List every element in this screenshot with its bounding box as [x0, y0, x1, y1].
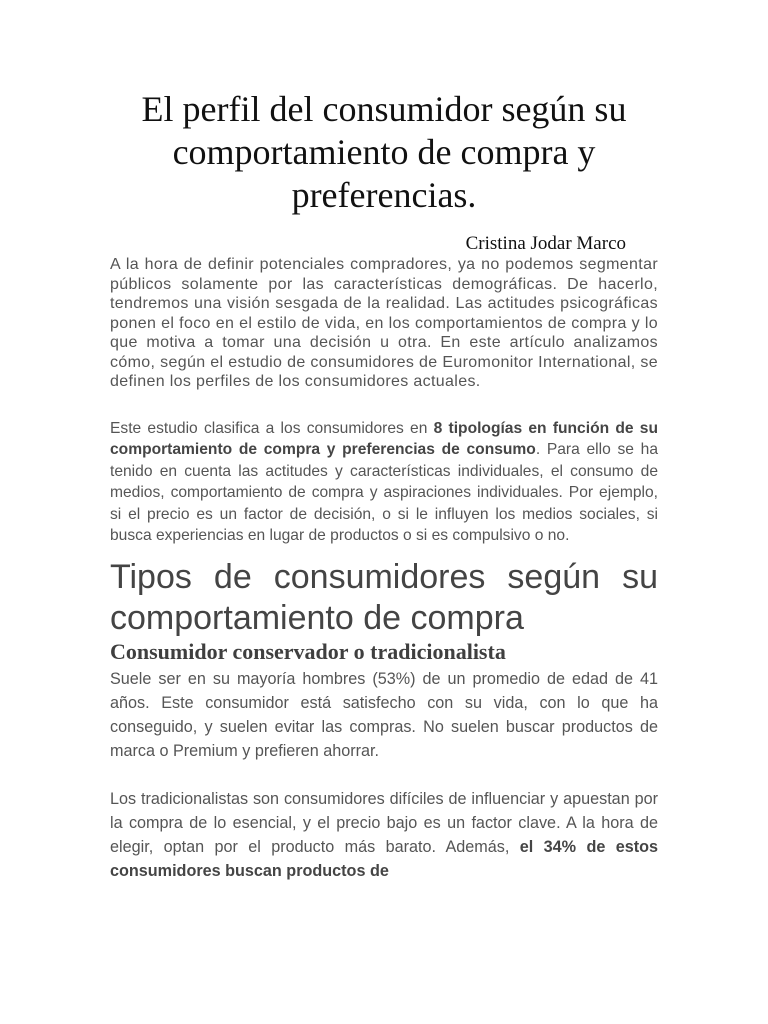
- body-paragraph-2-highlight: el 34% de estos consumidores buscan productos de: [110, 837, 659, 880]
- subsection-heading: Consumidor conservador o tradicionalista: [110, 638, 506, 664]
- body-paragraph-1: Suele ser en su mayoría hombres (53%) de un promedio de edad de 41 años. Este consumidor está satisfecho con su vida, con lo que ha conseguido, y suelen evitar las compras. No suelen buscar productos de marca o Premium y prefieren ahorrar.: [110, 669, 658, 760]
- body-paragraph-2-lead: Los tradicionalistas son consumidores difíciles de influenciar y apuestan por la compra de lo esencial, y el precio bajo es un factor clave. A la hora de elegir, optan por el producto más barato. Además,: [110, 789, 658, 856]
- author-name: Cristina Jodar Marco: [465, 233, 626, 254]
- study-paragraph: [110, 418, 658, 547]
- section-heading: Tipos de consumidores según su comportamiento de compra: [110, 557, 658, 637]
- study-paragraph-rest: . Para ello se ha tenido en cuenta las actitudes y características individuales, el consumo de medios, comportamiento de compra y aspiraciones individuales. Por ejemplo, si el precio es un factor de decisión, o si le influyen los medios sociales, si busca experiencias en lugar de productos o si es compulsivo o no.: [110, 441, 658, 544]
- body-paragraph-2: [110, 787, 658, 883]
- study-paragraph-highlight: 8 tipologías en función de su comportamiento de compra y preferencias de consumo: [110, 419, 658, 458]
- document-content: [110, 88, 658, 907]
- intro-paragraph: A la hora de definir potenciales compradores, ya no podemos segmentar públicos solamente por las características demográficas. De hacerlo, tendremos una visión sesgada de la realidad. Las actitudes psicográficas ponen el foco en el estilo de vida, en los comportamientos de compra y lo que motiva a tomar una decisión u otra. En este artículo analizamos cómo, según el estudio de consumidores de Euromonitor International, se definen los perfiles de los consumidores actuales.: [110, 256, 658, 390]
- study-paragraph-lead: Este estudio clasifica a los consumidores en: [110, 419, 434, 437]
- document-title: El perfil del consumidor según su comportamiento de compra y preferencias.: [141, 89, 627, 215]
